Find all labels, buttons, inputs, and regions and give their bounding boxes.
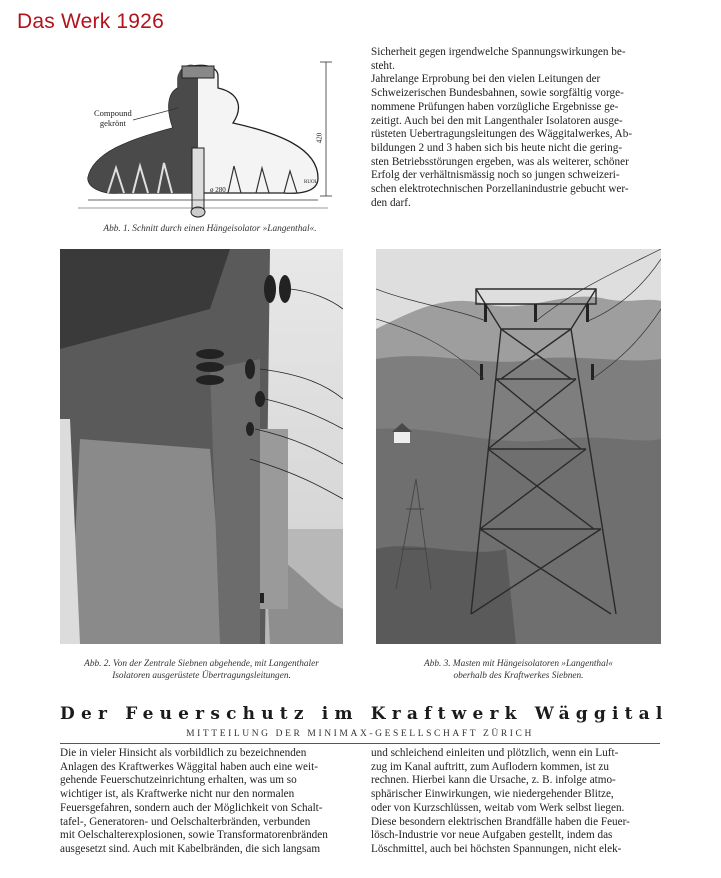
text-line: Sicherheit gegen irgendwelche Spannungswirkungen be- — [371, 46, 626, 58]
article-right-column — [371, 747, 661, 857]
figure-2-photo — [60, 249, 343, 644]
text-line: zeitigt. Auch bei den mit Langenthaler Isolatoren ausge- — [371, 114, 623, 127]
text-line: sten Betriebsstörungen ergeben, was als weiterer, schöner — [371, 155, 629, 168]
top-right-column — [371, 46, 661, 210]
figure-2-caption-line: Abb. 2. Von der Zentrale Siebnen abgehende, mit Langenthaler — [84, 659, 319, 669]
figure-3-caption-line: Abb. 3. Masten mit Hängeisolatoren »Langenthal« — [424, 659, 613, 669]
article-subhead: MITTEILUNG DER MINIMAX-GESELLSCHAFT ZÜRICH — [186, 729, 534, 739]
text-line: Anlagen des Kraftwerkes Wäggital haben auch eine weit- — [60, 760, 318, 773]
compound-label — [94, 108, 132, 128]
headline-rule — [60, 743, 660, 744]
text-line: Feuersgefahren, sondern auch der Möglichkeit von Schalt- — [60, 801, 323, 814]
text-line: rechnen. Hierbei kann die Ursache, z. B. infolge atmo- — [371, 774, 616, 787]
text-line: lösch-Industrie vor neue Aufgaben gestellt, indem das — [371, 829, 613, 842]
source-label: Das Werk 1926 — [17, 10, 164, 33]
insulator-section-drawing — [78, 48, 340, 220]
figure-3-caption-line: oberhalb des Kraftwerkes Siebnen. — [453, 670, 584, 681]
text-line: Die in vieler Hinsicht als vorbildlich zu bezeichnenden — [60, 747, 307, 759]
text-line: steht. — [371, 59, 395, 72]
text-line: nommene Prüfungen haben vorzügliche Ergebnisse ge- — [371, 100, 619, 113]
text-line: oder von Kurzschlüssen, weitab vom Werk selbst liegen. — [371, 801, 625, 814]
text-line: tafel-, Generatoren- und Oelschalterbränden, verbunden — [60, 815, 311, 828]
text-line: sphärischer Einwirkungen, wie niedergehender Blitze, — [371, 788, 614, 801]
text-line: mit Oelschalterexplosionen, sowie Transformatorenbränden — [60, 829, 328, 842]
figure-3-caption — [376, 659, 661, 682]
text-line: zug im Kanal auftritt, zum Auflodern kommen, ist zu — [371, 760, 609, 773]
figure-1-drawing — [78, 48, 340, 220]
transmission-towers-image — [376, 249, 661, 644]
article-headline: Der Feuerschutz im Kraftwerk Wäggital — [60, 704, 669, 724]
text-line: wichtiger ist, als Kraftwerke nicht nur den normalen — [60, 788, 295, 801]
text-line: gehende Feuerschutzeinrichtung erhalten, was um so — [60, 774, 297, 787]
figure-2-caption — [60, 659, 343, 682]
article-left-column — [60, 747, 350, 857]
text-line: und schleichend einleiten und plötzlich, wenn ein Luft- — [371, 747, 619, 759]
power-station-facade-image — [60, 249, 343, 644]
gekroent-text: gekrönt — [99, 118, 126, 128]
figure-2-caption-line: Isolatoren ausgerüstete Übertragungsleitungen. — [112, 670, 291, 681]
diameter-dimension: ø 280 — [210, 186, 226, 194]
figure-1-caption: Abb. 1. Schnitt durch einen Hängeisolator »Langenthal«. — [103, 224, 317, 234]
text-line: Schweizerischen Bundesbahnen, sowie sorgfältig vorge- — [371, 87, 624, 100]
text-line: Erfolg der verhältnismässig noch so jungen schweizeri- — [371, 169, 620, 182]
text-line: rüsteten Uebertragungsleitungen des Wäggitalwerkes, Ab- — [371, 128, 633, 141]
text-line: ausgesetzt sind. Auch mit Kabelbränden, die sich langsam — [60, 842, 321, 855]
figure-3-photo — [376, 249, 661, 644]
height-dimension: 420 — [315, 132, 324, 144]
text-line: Diese besondern elektrischen Brandfälle haben die Feuer- — [371, 815, 630, 828]
text-line: bildungen 2 und 3 haben sich bis heute nicht die gering- — [371, 141, 623, 154]
drawing-note: RUOL — [304, 180, 318, 185]
text-line: schen elektrotechnischen Porzellanindustrie gebucht wer- — [371, 183, 629, 196]
text-line: Löschmittel, auch bei höchsten Spannungen, nicht elek- — [371, 842, 622, 855]
text-line: den darf. — [371, 196, 411, 209]
compound-text: Compound — [94, 108, 132, 118]
text-line: Jahrelange Erprobung bei den vielen Leitungen der — [371, 73, 601, 86]
